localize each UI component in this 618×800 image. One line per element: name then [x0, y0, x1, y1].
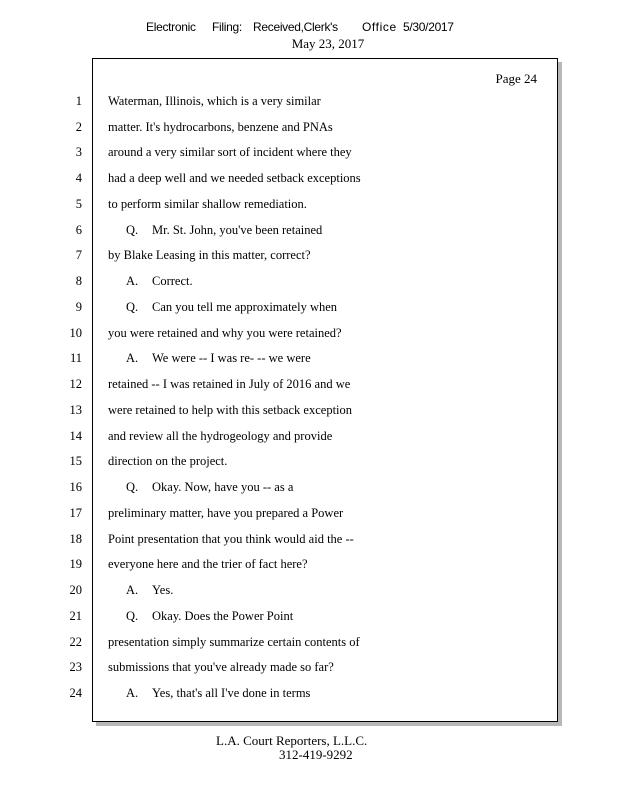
line-text: retained -- I was retained in July of 2016 and we [108, 377, 351, 392]
speaker-prefix: Q. [126, 608, 139, 623]
line-text: around a very similar sort of incident where they [108, 145, 352, 160]
transcript-line [0, 480, 618, 500]
line-text: presentation simply summarize certain contents of [108, 634, 360, 649]
line-number: 10 [69, 325, 82, 340]
stamp-word: Received,Clerk's [253, 20, 338, 34]
transcript-line [0, 686, 618, 706]
page-number: Page 24 [495, 71, 537, 86]
transcript-line [0, 660, 618, 680]
line-text: to perform similar shallow remediation. [108, 196, 307, 211]
line-number: 20 [69, 583, 82, 598]
line-text: were retained to help with this setback exception [108, 402, 353, 417]
line-number: 14 [69, 428, 82, 443]
transcript-line [0, 197, 618, 217]
transcript-line [0, 326, 618, 346]
transcript-line [0, 171, 618, 191]
transcript-line [0, 454, 618, 474]
line-number: 17 [69, 505, 82, 520]
line-number: 23 [69, 660, 82, 675]
transcript-line [0, 248, 618, 268]
line-number: 18 [69, 531, 82, 546]
stamp-word: 5/30/2017 [403, 20, 454, 34]
transcript-line [0, 94, 618, 114]
transcript-line [0, 532, 618, 552]
line-text: Correct. [152, 274, 193, 289]
line-number: 11 [69, 351, 82, 366]
line-number: 21 [69, 608, 82, 623]
line-text: and review all the hydrogeology and provide [108, 428, 333, 443]
transcript-line [0, 300, 618, 320]
speaker-prefix: A. [126, 686, 139, 701]
line-text: Can you tell me approximately when [152, 299, 338, 314]
document-date: May 23, 2017 [291, 36, 365, 51]
line-number: 15 [69, 454, 82, 469]
transcript-line [0, 557, 618, 577]
line-text: matter. It's hydrocarbons, benzene and PNAs [108, 119, 333, 134]
line-text: Waterman, Illinois, which is a very similar [108, 94, 321, 108]
transcript-line [0, 377, 618, 397]
line-number: 1 [75, 94, 82, 108]
line-number: 3 [75, 145, 82, 160]
line-number: 22 [69, 634, 82, 649]
line-number: 9 [75, 299, 82, 314]
reporter-phone: 312-419-9292 [279, 747, 353, 762]
line-text: Point presentation that you think would aid the -- [108, 531, 354, 546]
line-number: 12 [69, 377, 82, 392]
speaker-prefix: Q. [126, 299, 139, 314]
transcript-line [0, 583, 618, 603]
line-number: 5 [75, 196, 82, 211]
speaker-prefix: A. [126, 274, 139, 289]
line-number: 24 [69, 686, 82, 701]
line-number: 6 [75, 222, 82, 237]
line-number: 13 [69, 402, 82, 417]
line-text: Mr. St. John, you've been retained [152, 222, 323, 237]
transcript-line [0, 274, 618, 294]
transcript-line [0, 351, 618, 371]
stamp-word: Electronic [146, 20, 196, 34]
transcript-line [0, 223, 618, 243]
stamp-word: Office [362, 20, 397, 34]
line-number: 7 [75, 248, 82, 263]
line-text: preliminary matter, have you prepared a Power [108, 505, 344, 520]
transcript-line [0, 506, 618, 526]
speaker-prefix: A. [126, 351, 139, 366]
transcript-line [0, 635, 618, 655]
transcript-line [0, 145, 618, 165]
line-text: Yes. [152, 583, 174, 598]
transcript-line [0, 120, 618, 140]
line-text: by Blake Leasing in this matter, correct? [108, 248, 311, 263]
transcript-line [0, 403, 618, 423]
reporter-company: L.A. Court Reporters, L.L.C. [216, 733, 368, 748]
line-text: you were retained and why you were retained? [108, 325, 342, 340]
line-text: everyone here and the trier of fact here? [108, 557, 308, 572]
line-text: Okay. Does the Power Point [152, 608, 294, 623]
line-number: 16 [69, 480, 82, 495]
line-text: Yes, that's all I've done in terms [152, 686, 311, 701]
transcript-line [0, 429, 618, 449]
line-text: Okay. Now, have you -- as a [152, 480, 294, 495]
speaker-prefix: Q. [126, 480, 139, 495]
speaker-prefix: A. [126, 583, 139, 598]
line-text: had a deep well and we needed setback exceptions [108, 171, 361, 186]
line-number: 8 [75, 274, 82, 289]
transcript-line [0, 609, 618, 629]
line-number: 19 [69, 557, 82, 572]
line-number: 4 [75, 171, 82, 186]
line-text: submissions that you've already made so far? [108, 660, 334, 675]
line-number: 2 [75, 119, 82, 134]
line-text: direction on the project. [108, 454, 228, 469]
speaker-prefix: Q. [126, 222, 139, 237]
line-text: We were -- I was re- -- we were [152, 351, 311, 366]
stamp-word: Filing: [212, 20, 242, 34]
